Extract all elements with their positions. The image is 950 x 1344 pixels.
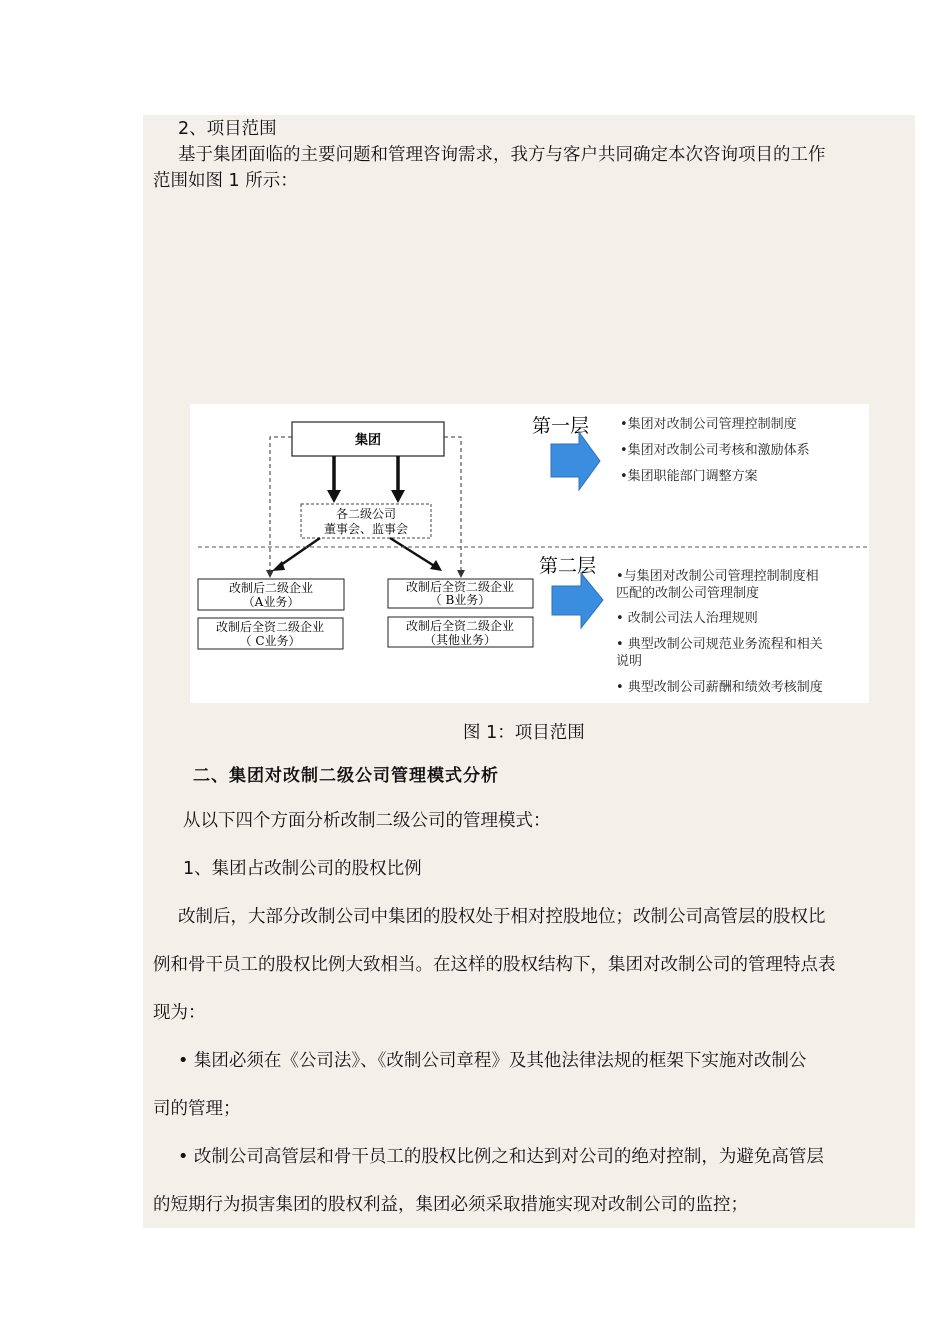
layer2-item-1b: 匹配的改制公司管理制度 <box>616 586 760 601</box>
layer1-item-1: •集团对改制公司管理控制制度 <box>620 417 797 432</box>
section-heading-scope: 2、项目范围 <box>178 119 277 139</box>
bullet-1-line1: • 集团必须在《公司法》、《改制公司章程》及其他法律法规的框架下实施对改制公 <box>178 1051 807 1071</box>
layer2-item-2: • 改制公司法人治理规则 <box>616 611 758 626</box>
bullet-2-line2: 的短期行为损害集团的股权利益，集团必须采取措施实现对改制公司的监控； <box>153 1195 748 1215</box>
unit-a-line2: （A业务） <box>242 595 300 609</box>
body-paragraph-3-line1: 改制后，大部分改制公司中集团的股权处于相对控股地位；改制公司高管层的股权比 <box>178 907 826 927</box>
layer2-item-4: • 典型改制公司薪酬和绩效考核制度 <box>616 680 823 695</box>
unit-b-line2: （ B业务） <box>429 593 491 607</box>
layer1-title: 第一层 <box>532 415 590 437</box>
dashed-connector-left <box>270 437 292 572</box>
bullet-1-line2: 司的管理； <box>153 1099 241 1119</box>
bullet-2-line1: • 改制公司高管层和骨干员工的股权比例之和达到对公司的绝对控制，为避免高管层 <box>178 1147 824 1167</box>
diag-arrow-left <box>278 538 320 567</box>
unit-a-line1: 改制后二级企业 <box>228 581 314 595</box>
layer1-item-3: •集团职能部门调整方案 <box>620 469 758 484</box>
group-box-label: 集团 <box>354 433 382 448</box>
body-paragraph-3-line2: 例和骨干员工的股权比例大致相当。在这样的股权结构下，集团对改制公司的管理特点表 <box>153 955 836 975</box>
scope-diagram <box>190 404 869 703</box>
layer1-arrow-icon <box>551 432 600 490</box>
layer2-title: 第二层 <box>539 555 597 577</box>
unit-other-line2: （其他业务） <box>423 633 497 647</box>
intro-paragraph-line2: 范围如图 1 所示： <box>153 171 298 191</box>
section-title-analysis: 二、集团对改制二级公司管理模式分析 <box>193 766 499 786</box>
diag-arrow-right <box>390 538 436 567</box>
body-subheading-1: 1、集团占改制公司的股权比例 <box>183 859 422 879</box>
unit-b-line1: 改制后全资二级企业 <box>405 580 515 594</box>
figure-caption: 图 1：项目范围 <box>463 723 585 743</box>
sub-company-label-2: 董事会、监事会 <box>323 522 409 536</box>
unit-c-line1: 改制后全资二级企业 <box>215 620 325 634</box>
body-paragraph-3-line3: 现为： <box>153 1003 206 1023</box>
unit-c-line2: （ C业务） <box>239 634 301 648</box>
layer2-item-3b: 说明 <box>616 654 643 669</box>
layer1-item-2: •集团对改制公司考核和激励体系 <box>620 443 810 458</box>
unit-other-line1: 改制后全资二级企业 <box>405 619 515 633</box>
sub-company-label-1: 各二级公司 <box>335 507 397 521</box>
layer2-arrow-icon <box>552 573 603 628</box>
layer2-item-1a: •与集团对改制公司管理控制制度相 <box>616 569 819 584</box>
dashed-connector-right <box>444 437 461 572</box>
layer2-item-3a: • 典型改制公司规范业务流程和相关 <box>616 637 823 652</box>
intro-paragraph-line1: 基于集团面临的主要问题和管理咨询需求，我方与客户共同确定本次咨询项目的工作 <box>178 145 826 165</box>
body-paragraph-1: 从以下四个方面分析改制二级公司的管理模式： <box>183 811 551 831</box>
